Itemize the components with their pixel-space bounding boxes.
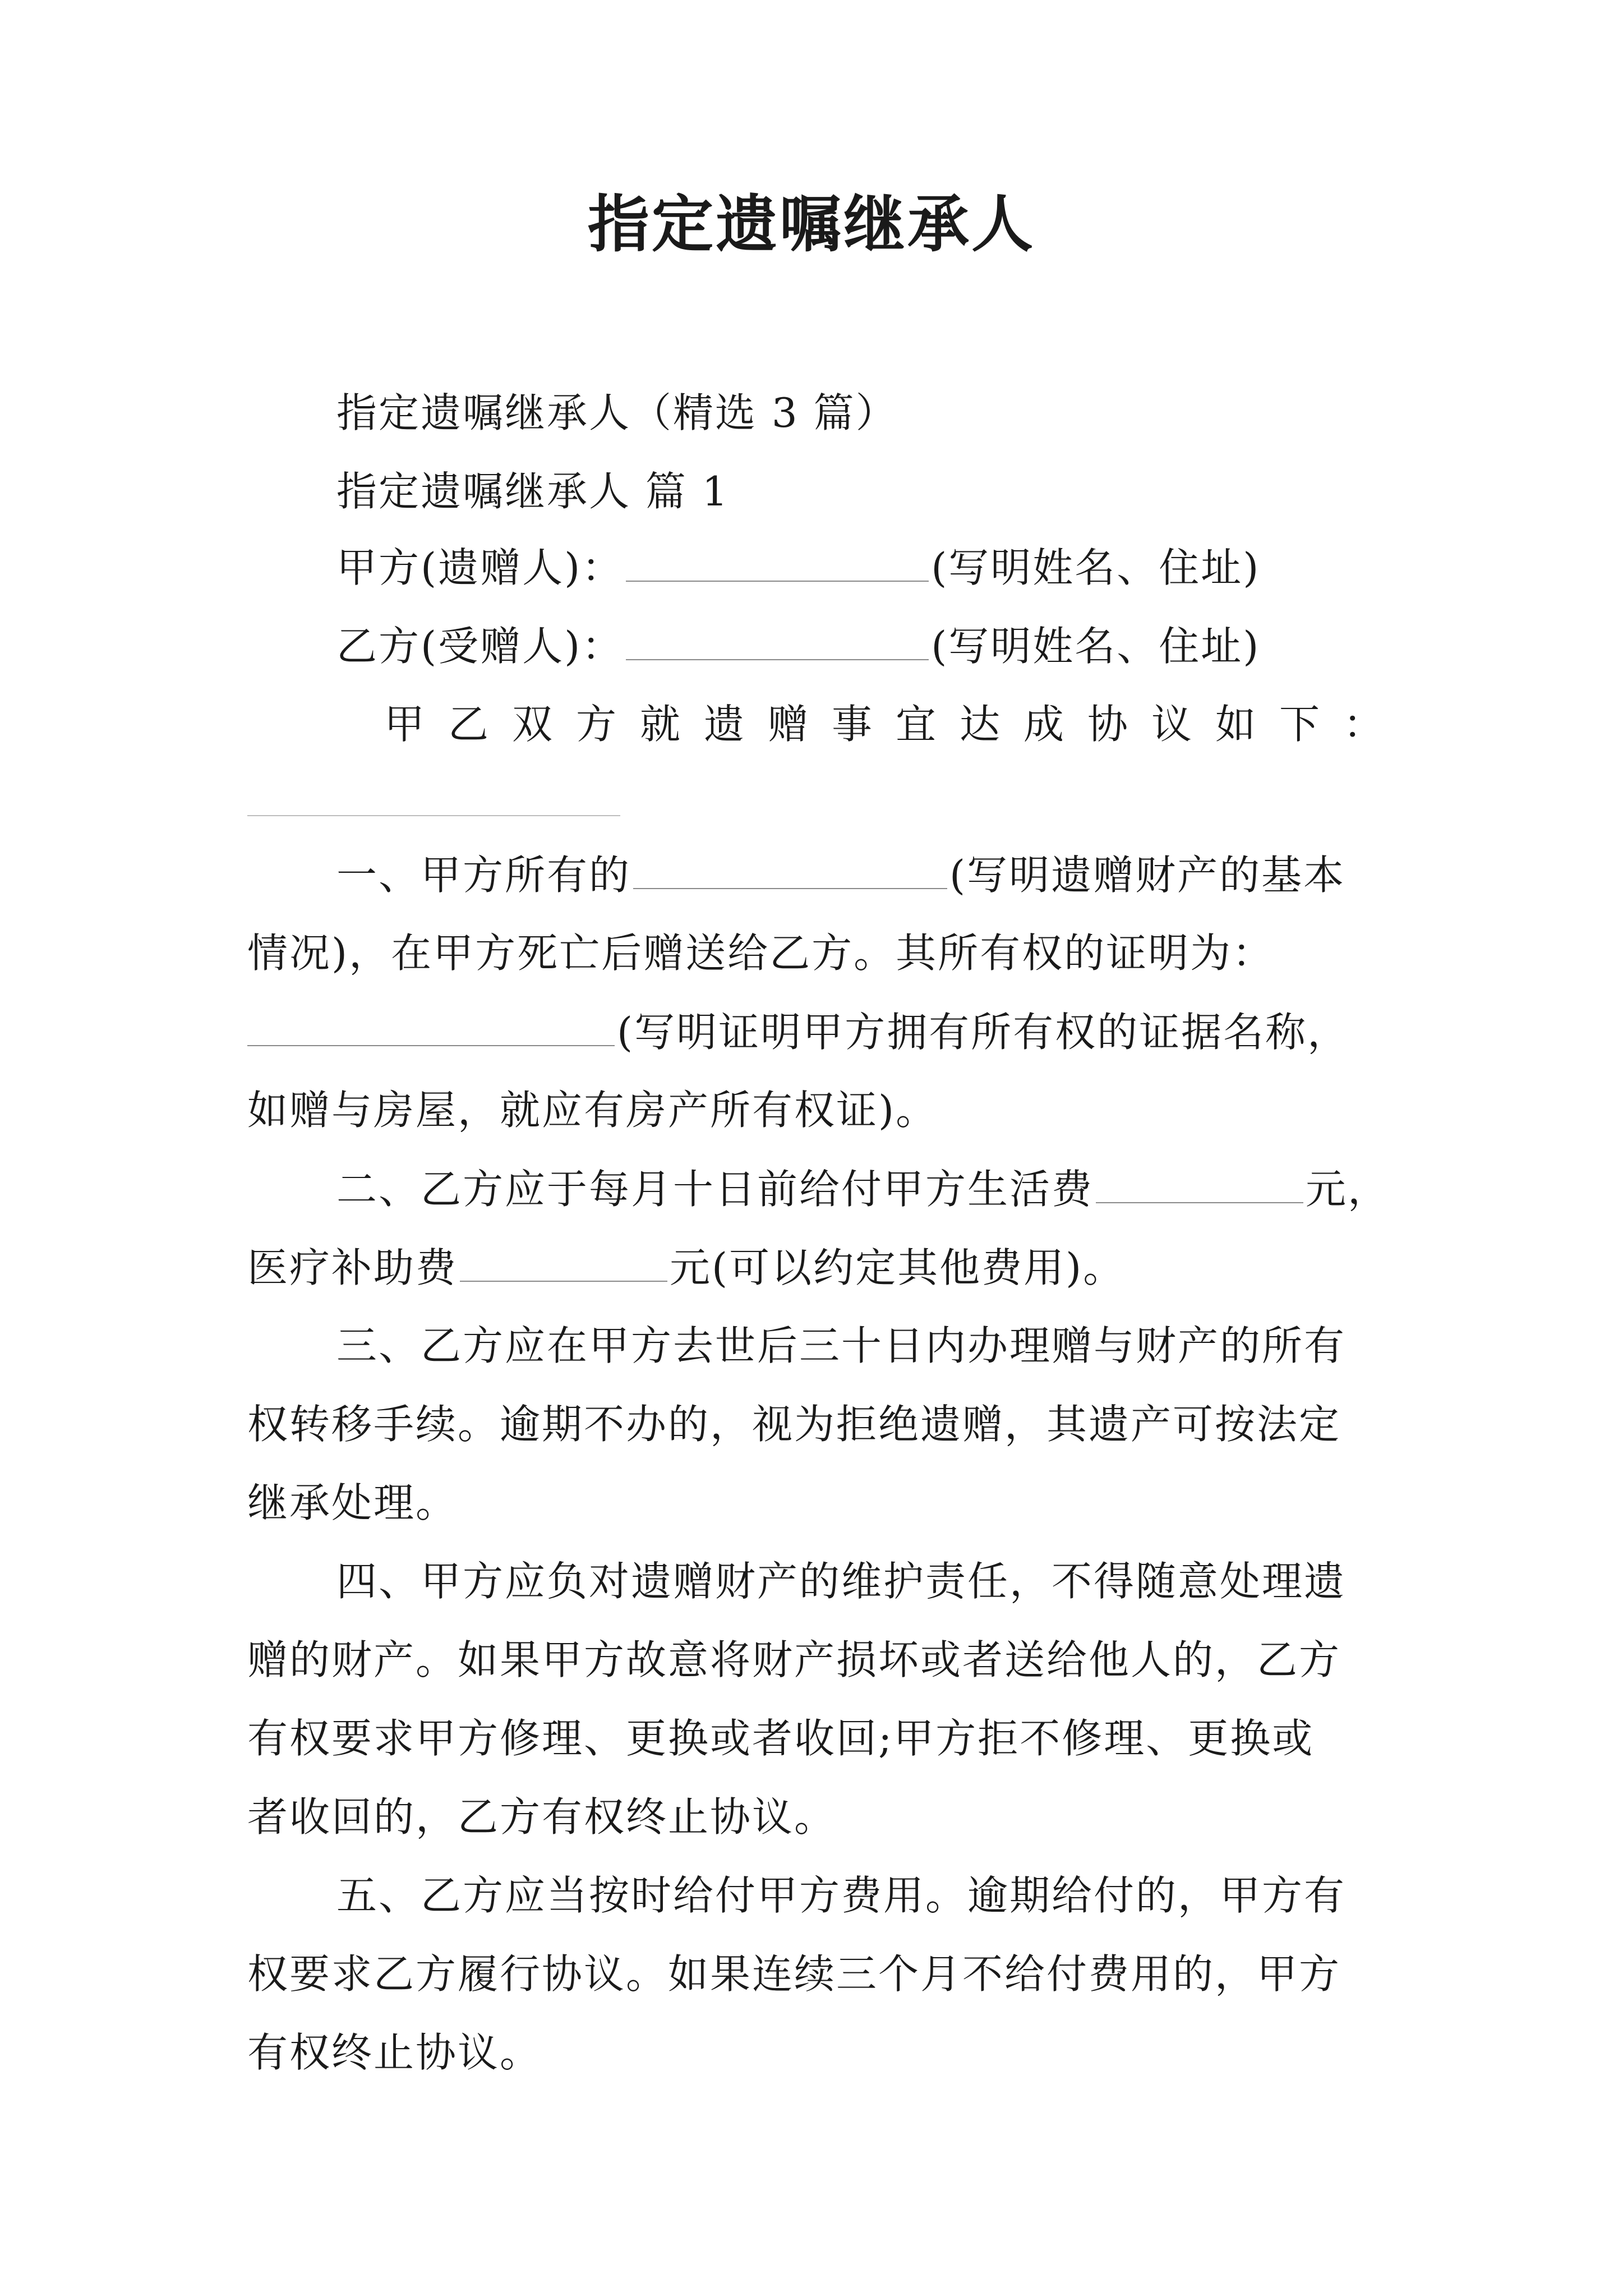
clause-3-line-2: 权转移手续。逾期不办的，视为拒绝遗赠，其遗产可按法定	[247, 1401, 1341, 1448]
clause-5-line-3: 有权终止协议。	[247, 2029, 542, 2076]
subtitle: 指定遗嘱继承人（精选 3 篇）	[336, 389, 898, 436]
clause-5-line-2: 权要求乙方履行协议。如果连续三个月不给付费用的，甲方	[247, 1950, 1341, 1998]
clause-2-medical-label: 医疗补助费	[247, 1244, 458, 1291]
clause-2-line-2	[247, 1244, 1126, 1291]
party-a-blank	[626, 547, 929, 582]
party-b-line	[336, 623, 1261, 670]
clause-1-property-blank	[633, 854, 947, 889]
clause-4-line-1: 四、甲方应负对遗赠财产的维护责任，不得随意处理遗	[336, 1558, 1347, 1605]
clause-1-proof-note: (写明证明甲方拥有所有权的证据名称，	[617, 1009, 1350, 1056]
medical-subsidy-blank	[460, 1247, 667, 1282]
party-a-note: (写明姓名、住址)	[931, 544, 1261, 591]
clause-1-line-2: 情况)，在甲方死亡后赠送给乙方。其所有权的证明为：	[247, 930, 1275, 977]
clause-3-line-1: 三、乙方应在甲方去世后三十日内办理赠与财产的所有	[336, 1322, 1347, 1369]
clause-5-line-1: 五、乙方应当按时给付甲方费用。逾期给付的，甲方有	[336, 1872, 1347, 1919]
clause-2-unit: 元，	[1306, 1166, 1390, 1213]
living-expense-blank	[1096, 1168, 1303, 1203]
divider-rule	[247, 815, 620, 816]
party-a-line	[336, 544, 1261, 591]
clause-1-line-3	[247, 1009, 1350, 1056]
clause-2-medical-note: 元(可以约定其他费用)。	[670, 1244, 1126, 1291]
clause-2-start: 二、乙方应于每月十日前给付甲方生活费	[336, 1166, 1094, 1213]
party-b-label: 乙方(受赠人)：	[336, 623, 624, 670]
clause-1-note: (写明遗赠财产的基本	[949, 852, 1346, 899]
section-heading: 指定遗嘱继承人 篇 1	[336, 468, 730, 515]
party-a-label: 甲方(遗赠人)：	[336, 544, 624, 591]
party-b-blank	[626, 625, 929, 660]
agreement-intro: 甲乙双方就遗赠事宜达成协议如下：	[384, 701, 1408, 748]
clause-2-line-1	[336, 1166, 1390, 1213]
clause-4-line-3: 有权要求甲方修理、更换或者收回;甲方拒不修理、更换或	[247, 1715, 1315, 1762]
clause-4-line-2: 赠的财产。如果甲方故意将财产损坏或者送给他人的，乙方	[247, 1636, 1341, 1683]
clause-1-line-4: 如赠与房屋，就应有房产所有权证)。	[247, 1087, 938, 1134]
clause-3-line-3: 继承处理。	[247, 1479, 458, 1526]
clause-1-start: 一、甲方所有的	[336, 852, 631, 899]
clause-1-line-1	[336, 852, 1346, 899]
clause-4-line-4: 者收回的，乙方有权终止协议。	[247, 1793, 837, 1841]
page-title: 指定遗嘱继承人	[588, 188, 1035, 260]
clause-1-proof-blank	[247, 1011, 615, 1046]
party-b-note: (写明姓名、住址)	[931, 623, 1261, 670]
